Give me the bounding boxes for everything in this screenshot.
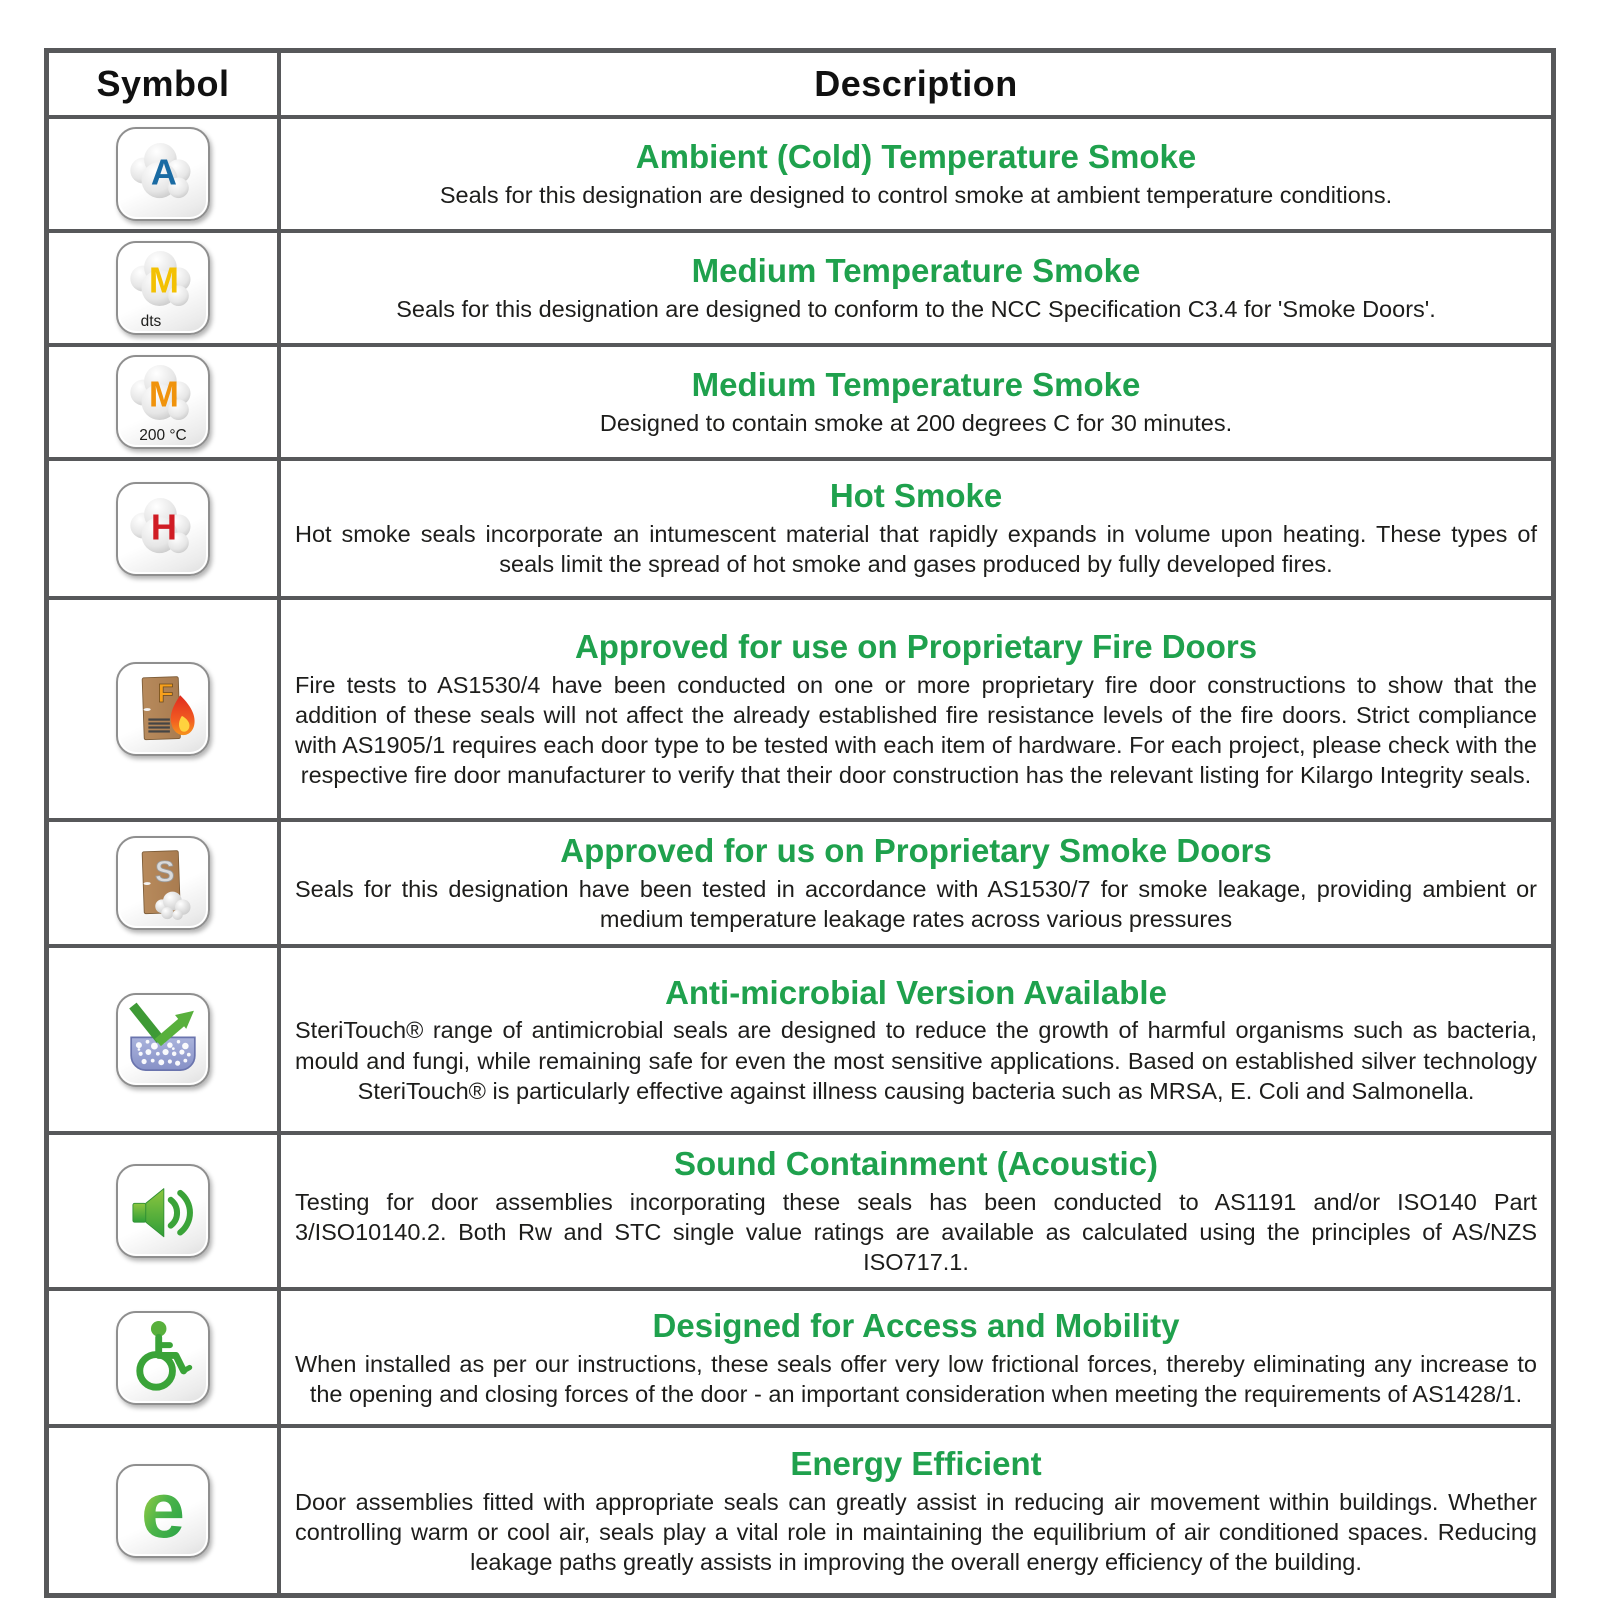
row-title: Anti-microbial Version Available bbox=[665, 973, 1167, 1011]
description-cell bbox=[281, 1428, 1551, 1593]
description-cell bbox=[281, 461, 1551, 596]
row-title: Sound Containment (Acoustic) bbox=[674, 1145, 1158, 1183]
hot-smoke-icon bbox=[116, 482, 210, 576]
row-body: Designed to contain smoke at 200 degrees C for 30 minutes. bbox=[599, 409, 1233, 436]
symbol-cell bbox=[49, 1291, 281, 1424]
description-cell bbox=[281, 822, 1551, 944]
row-body: Seals for this designation are designed to conform to the NCC Specification C3.4 for 'Smoke Doors'. bbox=[396, 295, 1436, 322]
medium-smoke-200c-icon bbox=[116, 355, 210, 449]
table-row bbox=[49, 818, 1551, 944]
description-cell bbox=[281, 233, 1551, 343]
row-body: Fire tests to AS1530/4 have been conducted on one or more proprietary fire door constructions to show that the addition of these seals will not affect the already established fire resistance levels of the fire doors. Strict compliance with AS1905/1 requires each door type to be tested with each item of hardware. For each project, please check with the respective fire door manufacturer to verify that their door construction has the relevant listing for Kilargo Integrity seals. bbox=[295, 671, 1537, 789]
row-title: Hot Smoke bbox=[829, 477, 1003, 515]
row-title: Medium Temperature Smoke bbox=[691, 251, 1141, 289]
description-cell bbox=[281, 119, 1551, 229]
table-row bbox=[49, 944, 1551, 1131]
row-title: Designed for Access and Mobility bbox=[652, 1306, 1180, 1344]
symbol-description-table bbox=[44, 48, 1556, 1598]
table-row bbox=[49, 343, 1551, 457]
description-cell bbox=[281, 347, 1551, 457]
table-row bbox=[49, 115, 1551, 229]
description-column-header: Description bbox=[814, 63, 1018, 104]
table-row bbox=[49, 229, 1551, 343]
row-body: Hot smoke seals incorporate an intumescent material that rapidly expands in volume upon heating. These types of seals limit the spread of hot smoke and gases produced by fully developed fires. bbox=[295, 521, 1537, 578]
description-cell bbox=[281, 1291, 1551, 1424]
svg-text:e: e bbox=[141, 1467, 185, 1554]
row-title: Energy Efficient bbox=[790, 1444, 1042, 1482]
row-title: Medium Temperature Smoke bbox=[691, 365, 1141, 403]
acoustic-icon bbox=[116, 1164, 210, 1258]
row-body: Door assemblies fitted with appropriate seals can greatly assist in reducing air movement within buildings. Whether controlling warm or cool air, seals play a vital role in maintaining the equilibrium of air conditioned spaces. Reducing leakage paths greatly assists in improving the overall energy efficiency of the building. bbox=[295, 1488, 1537, 1575]
svg-text:S: S bbox=[154, 856, 175, 889]
medium-smoke-dts-icon bbox=[116, 241, 210, 335]
symbol-cell bbox=[49, 119, 281, 229]
row-body: Seals for this designation are designed to control smoke at ambient temperature conditions. bbox=[439, 181, 1393, 208]
ambient-smoke-icon bbox=[116, 127, 210, 221]
table-row bbox=[49, 1287, 1551, 1424]
svg-text:F: F bbox=[157, 680, 174, 709]
svg-text:M: M bbox=[148, 259, 179, 301]
table-row bbox=[49, 1131, 1551, 1287]
svg-text:dts: dts bbox=[140, 312, 162, 330]
svg-text:M: M bbox=[148, 373, 179, 415]
description-cell bbox=[281, 600, 1551, 818]
symbol-cell bbox=[49, 233, 281, 343]
table-header-row bbox=[49, 53, 1551, 115]
energy-efficient-icon bbox=[116, 1464, 210, 1558]
anti-microbial-icon bbox=[116, 993, 210, 1087]
symbol-cell bbox=[49, 822, 281, 944]
svg-text:H: H bbox=[150, 505, 177, 547]
smoke-door-icon bbox=[116, 836, 210, 930]
svg-text:200 °C: 200 °C bbox=[139, 426, 187, 444]
symbol-cell bbox=[49, 347, 281, 457]
symbol-cell bbox=[49, 461, 281, 596]
fire-door-icon bbox=[116, 662, 210, 756]
description-cell bbox=[281, 948, 1551, 1131]
symbol-cell bbox=[49, 1135, 281, 1287]
row-title: Approved for us on Proprietary Smoke Doors bbox=[560, 832, 1272, 869]
symbol-column-header: Symbol bbox=[49, 53, 281, 115]
description-cell bbox=[281, 1135, 1551, 1287]
accessibility-icon bbox=[116, 1311, 210, 1405]
row-body: Seals for this designation have been tested in accordance with AS1530/7 for smoke leakage, providing ambient or medium temperature leakage rates across various pressures bbox=[295, 875, 1537, 933]
row-body: Testing for door assemblies incorporating these seals has been conducted to AS1191 and/or ISO140 Part 3/ISO10140.2. Both Rw and STC single value ratings are available as calculated using the principles of AS/NZS ISO717.1. bbox=[295, 1189, 1537, 1276]
table-row bbox=[49, 1424, 1551, 1593]
symbol-cell bbox=[49, 600, 281, 818]
table-row bbox=[49, 457, 1551, 596]
row-body: SteriTouch® range of antimicrobial seals are designed to reduce the growth of harmful organisms such as bacteria, mould and fungi, while remaining safe for even the most sensitive applications. Based on established silver technology SteriTouch® is particularly effective against illness causing bacteria such as MRSA, E. Coli and Salmonella. bbox=[295, 1017, 1537, 1104]
svg-text:A: A bbox=[150, 151, 177, 193]
row-title: Ambient (Cold) Temperature Smoke bbox=[635, 137, 1197, 175]
table-row bbox=[49, 596, 1551, 818]
symbol-cell bbox=[49, 948, 281, 1131]
symbol-cell bbox=[49, 1428, 281, 1593]
row-title: Approved for use on Proprietary Fire Doors bbox=[574, 627, 1258, 665]
row-body: When installed as per our instructions, these seals offer very low frictional forces, thereby eliminating any increase to the opening and closing forces of the door - an important consideration when meeting the requirements of AS1428/1. bbox=[295, 1350, 1537, 1407]
